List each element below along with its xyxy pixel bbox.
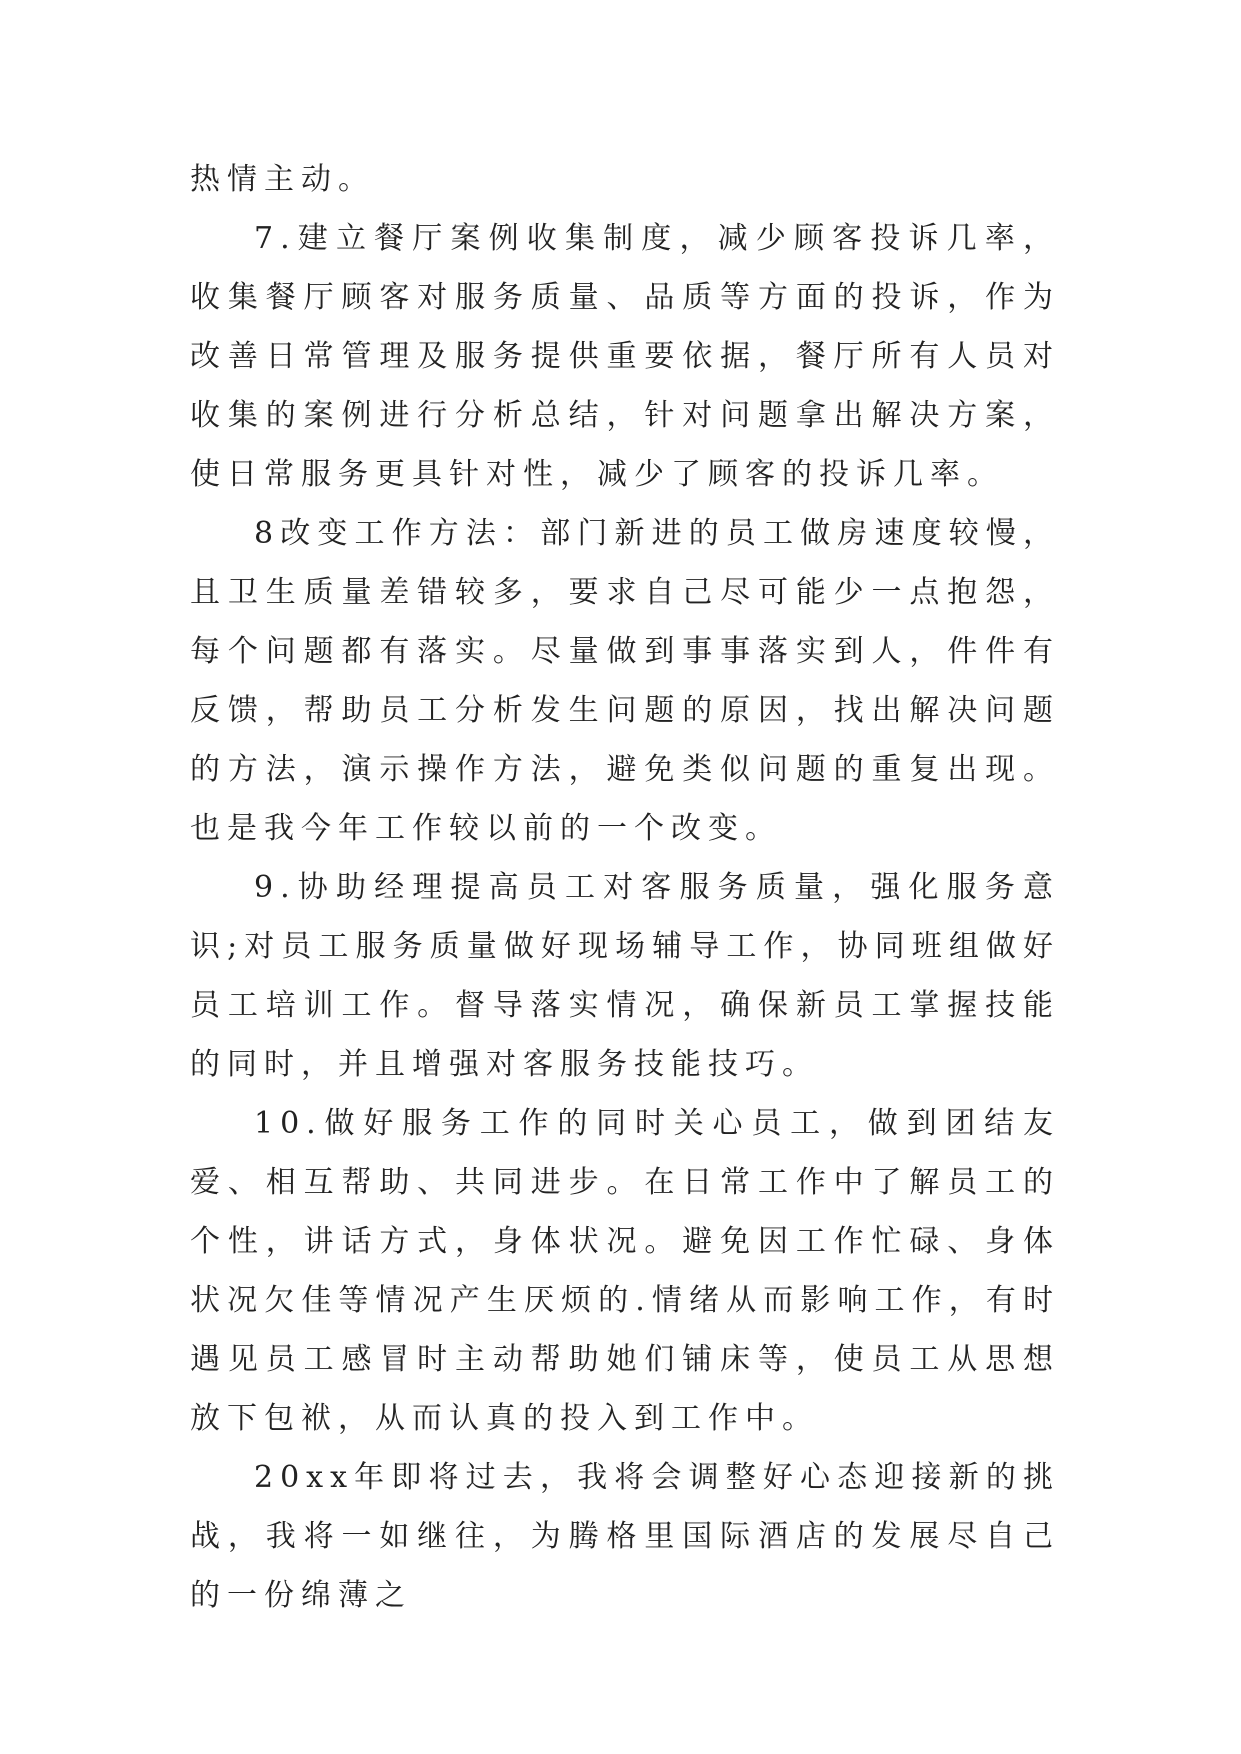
paragraph-closing: 20xx年即将过去，我将会调整好心态迎接新的挑战，我将一如继往，为腾格里国际酒店的发展尽自己的一份绵薄之	[190, 1460, 1060, 1613]
document-body	[190, 150, 1060, 1625]
paragraph-item-8: 8改变工作方法：部门新进的员工做房速度较慢，且卫生质量差错较多，要求自己尽可能少一点抱怨，每个问题都有落实。尽量做到事事落实到人，件件有反馈，帮助员工分析发生问题的原因，找出解决问题的方法，演示操作方法，避免类似问题的重复出现。也是我今年工作较以前的一个改变。	[190, 516, 1060, 846]
paragraph-item-7: 7.建立餐厅案例收集制度，减少顾客投诉几率，收集餐厅顾客对服务质量、品质等方面的投诉，作为改善日常管理及服务提供重要依据，餐厅所有人员对收集的案例进行分析总结，针对问题拿出解决方案，使日常服务更具针对性，减少了顾客的投诉几率。	[190, 221, 1060, 492]
paragraph-item-10: 10.做好服务工作的同时关心员工，做到团结友爱、相互帮助、共同进步。在日常工作中了解员工的个性，讲话方式，身体状况。避免因工作忙碌、身体状况欠佳等情况产生厌烦的.情绪从而影响工作，有时遇见员工感冒时主动帮助她们铺床等，使员工从思想放下包袱，从而认真的投入到工作中。	[190, 1106, 1060, 1436]
paragraph-continuation: 热情主动。	[190, 162, 375, 197]
paragraph-item-9: 9.协助经理提高员工对客服务质量，强化服务意识;对员工服务质量做好现场辅导工作，协同班组做好员工培训工作。督导落实情况，确保新员工掌握技能的同时，并且增强对客服务技能技巧。	[190, 870, 1060, 1082]
